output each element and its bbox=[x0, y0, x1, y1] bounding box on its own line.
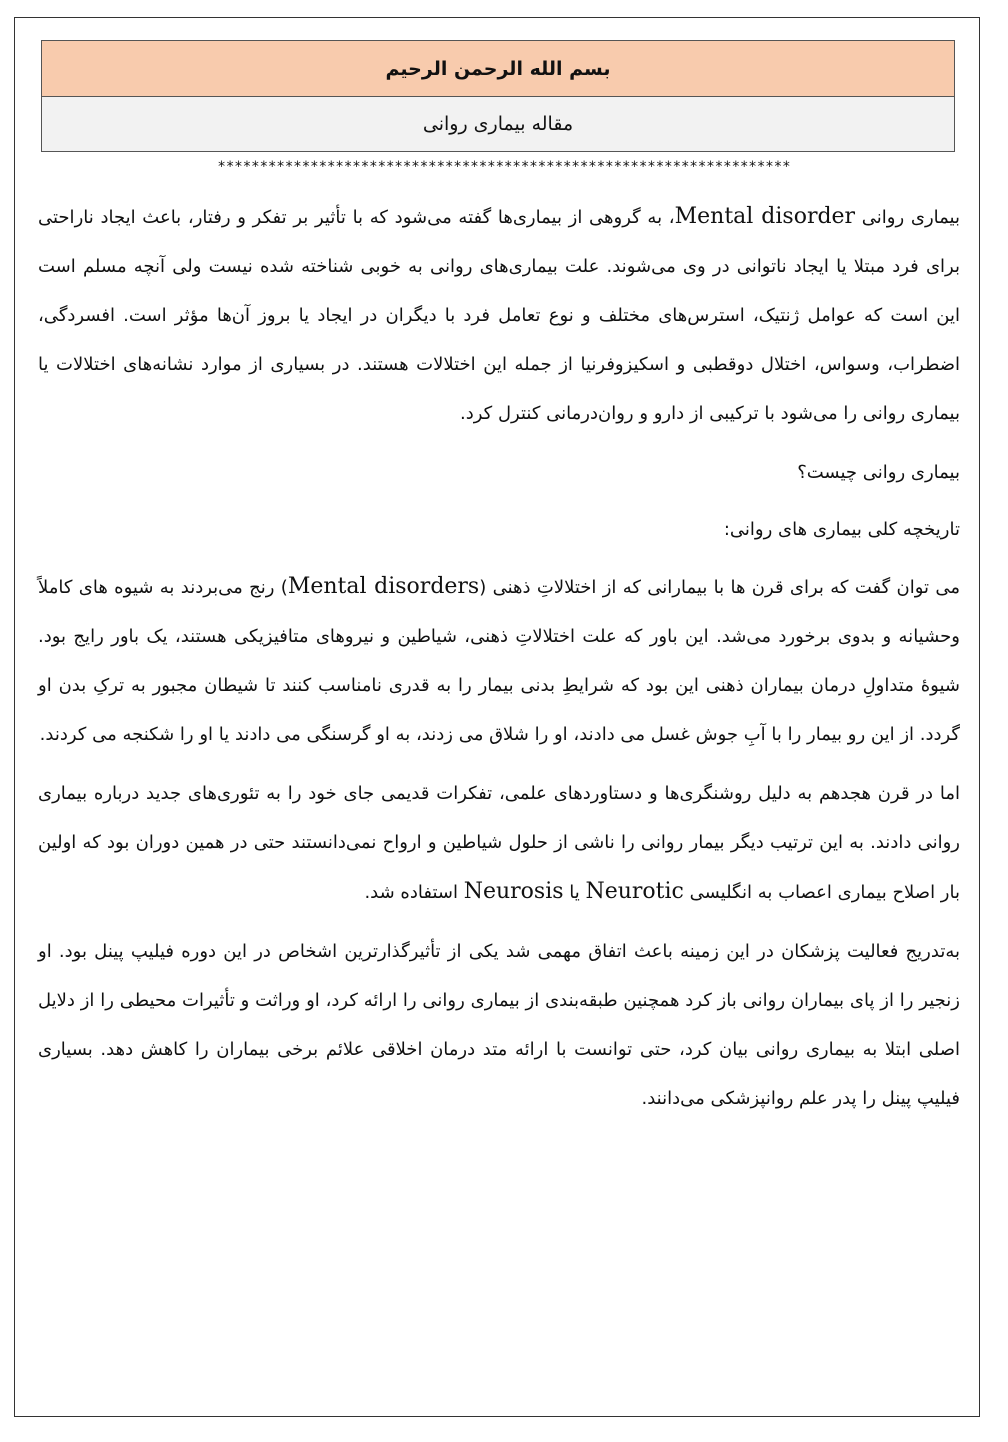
star-separator: ******************************************************************** bbox=[217, 159, 791, 175]
article-title: مقاله بیماری روانی bbox=[422, 113, 574, 135]
paragraph-eighteenth-century bbox=[38, 769, 960, 917]
paragraph-text: یا bbox=[563, 882, 586, 903]
paragraph-text: می توان گفت که برای قرن ها با بیمارانی که از اختلالاتِ ذهنی ( bbox=[479, 577, 961, 598]
latin-term: Mental disorder bbox=[674, 204, 856, 229]
paragraph-history bbox=[38, 562, 960, 759]
heading-history: تاریخچه کلی بیماری های روانی: bbox=[723, 519, 960, 540]
paragraph-text: ) رنج می‌بردند به شیوه های کاملاً وحشیانه و بدوی برخورد می‌شد. این باور که علت اختلالاتِ ذهنی، شیاطین و نیروهای متافیزیکی هستند، یک باور رایج بود. شیوهٔ متداولِ درمان بیماران ذهنی این بود که شرایطِ بدنی بیمار را به قدری نامناسب کنند تا شیطان مجبور به ترکِ بدن او گردد. از این رو بیمار را با آبِ جوش غسل می دادند، او را شلاق می زدند، به او گرسنگی می دادند یا او را شکنجه می کردند. bbox=[38, 577, 960, 745]
paragraph-intro bbox=[38, 192, 960, 438]
latin-term: Mental disorders bbox=[287, 574, 480, 599]
basmala-text: بسم الله الرحمن الرحیم bbox=[385, 57, 611, 80]
heading-what-is: بیماری روانی چیست؟ bbox=[797, 462, 960, 483]
latin-term: Neurotic bbox=[585, 879, 684, 904]
latin-term: Neurosis bbox=[463, 879, 564, 904]
paragraph-text: استفاده شد. bbox=[364, 882, 464, 903]
paragraph-text: ، به گروهی از بیماری‌ها گفته می‌شود که با تأثیر بر تفکر و رفتار، باعث ایجاد ناراحتی برای فرد مبتلا یا ایجاد ناتوانی در وی می‌شوند. علت بیماری‌های روانی به خوبی شناخته شده نیست ولی آنچه مسلم است این است که عوامل ژنتیک، استرس‌های مختلف و نوع تعامل فرد با دیگران در ایجاد یا بروز آن‌ها مؤثر است. افسردگی، اضطراب، وسواس، اختلال دوقطبی و اسکیزوفرنیا از جمله این اختلالات هستند. در بسیاری از موارد نشانه‌های اختلالات یا بیماری روانی را می‌شود با ترکیبی از دارو و روان‌درمانی کنترل کرد. bbox=[38, 207, 960, 424]
header-table bbox=[41, 40, 955, 152]
article-body bbox=[38, 192, 960, 1133]
paragraph-text: بیماری روانی bbox=[855, 207, 960, 228]
paragraph-pinel: به‌تدریج فعالیت پزشکان در این زمینه باعث اتفاق مهمی شد یکی از تأثیرگذارترین اشخاص در این دوره فیلیپ پینل بود. او زنجیر را از پای بیماران روانی باز کرد همچنین طبقه‌بندی از بیماری روانی را ارائه کرد، او وراثت و تأثیرات محیطی را از دلایل اصلی ابتلا به بیماری روانی بیان کرد، حتی توانست با ارائه متد درمان اخلاقی علائم برخی بیماران را کاهش دهد. بسیاری فیلیپ پینل را پدر علم روانپزشکی می‌دانند. bbox=[38, 941, 960, 1109]
paragraph-text: اما در قرن هجدهم به دلیل روشنگری‌ها و دستاوردهای علمی، تفکرات قدیمی جای خود را به تئوری‌های جدید درباره بیماری روانی دادند. به این ترتیب دیگر بیمار روانی را ناشی از حلول شیاطین و ارواح نمی‌دانستند حتی در همین دوران بود که اولین بار اصلاح بیماری اعصاب به انگلیسی bbox=[38, 783, 960, 903]
header-subtitle bbox=[42, 97, 954, 151]
header-title bbox=[42, 41, 954, 97]
